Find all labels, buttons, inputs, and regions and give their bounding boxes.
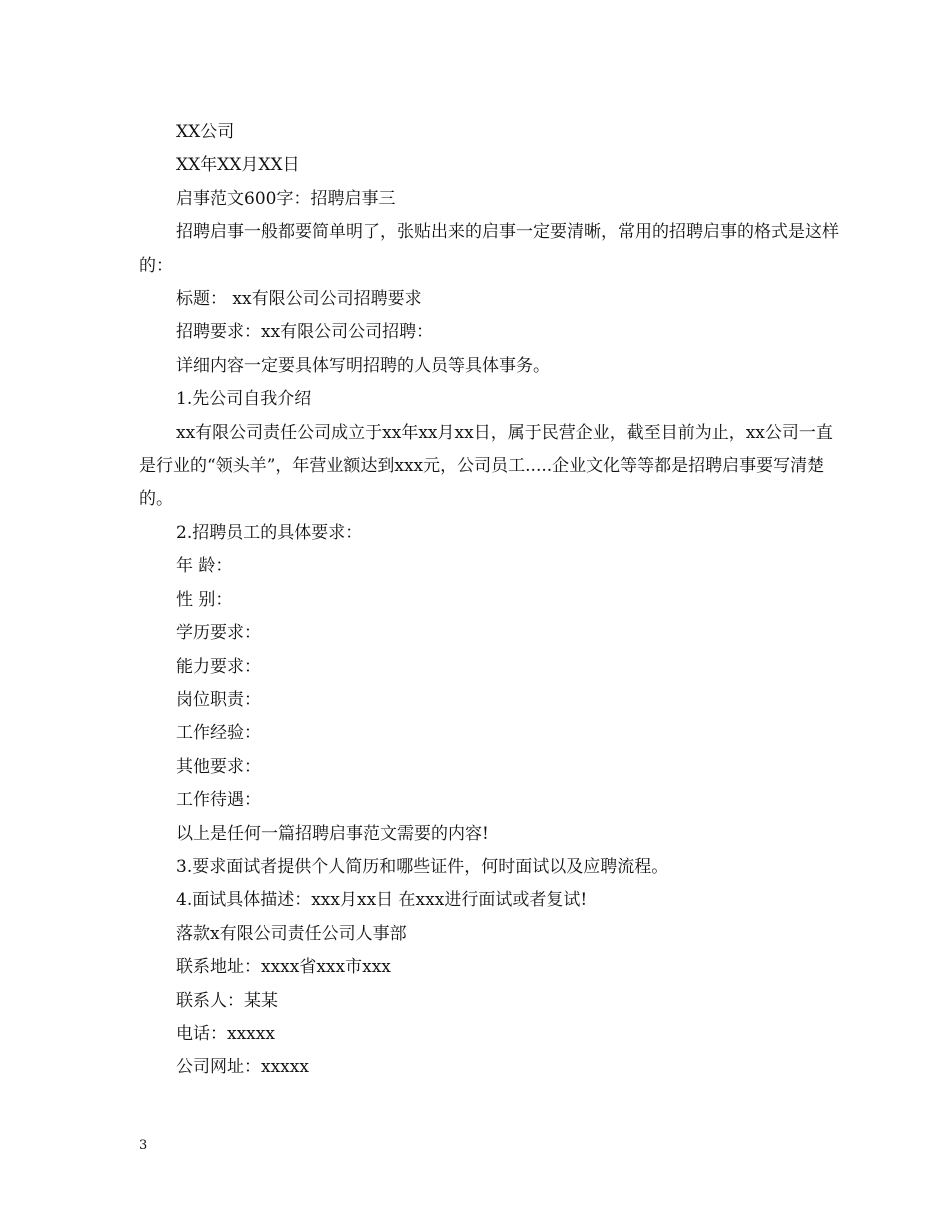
item-4-line: 4.面试具体描述：xxx月xx日 在xxx进行面试或者复试! — [176, 890, 588, 911]
summary-line: 以上是任何一篇招聘启事范文需要的内容! — [176, 823, 489, 844]
company-website: 公司网址：xxxxx — [176, 1057, 309, 1078]
company-intro-paragraph: xx有限公司责任公司成立于xx年xx月xx日，属于民营企业，截至目前为止，xx公司一直是行业的“领头羊”，年营业额达到xxx元，公司员工.....企业文化等等都是招聘启事要写清楚的。 — [139, 422, 833, 510]
signature-line: 落款x有限公司责任公司人事部 — [176, 923, 407, 944]
item-2-heading: 2.招聘员工的具体要求： — [176, 522, 363, 543]
field-duties: 岗位职责： — [176, 689, 261, 710]
field-benefits: 工作待遇： — [176, 790, 261, 811]
details-line: 详细内容一定要具体写明招聘的人员等具体事务。 — [176, 355, 550, 376]
item-3-line: 3.要求面试者提供个人简历和哪些证件，何时面试以及应聘流程。 — [176, 856, 669, 877]
date-line: XX年XX月XX日 — [176, 155, 300, 176]
field-gender: 性 别： — [176, 589, 233, 610]
company-line: XX公司 — [176, 122, 235, 142]
contact-phone: 电话：xxxxx — [176, 1023, 275, 1044]
requirements-line: 招聘要求：xx有限公司公司招聘： — [176, 322, 434, 343]
intro-paragraph: 招聘启事一般都要简单明了，张贴出来的启事一定要清晰，常用的招聘启事的格式是这样的： — [139, 222, 839, 276]
title-line: 标题： xx有限公司公司招聘要求 — [176, 289, 422, 310]
document-body — [139, 116, 839, 1085]
contact-person: 联系人：某某 — [176, 990, 278, 1011]
field-experience: 工作经验： — [176, 723, 261, 744]
page-number: 3 — [139, 1138, 148, 1153]
item-1-heading: 1.先公司自我介绍 — [176, 389, 312, 410]
contact-address: 联系地址：xxxx省xxx市xxx — [176, 957, 391, 978]
field-education: 学历要求： — [176, 623, 261, 644]
field-age: 年 龄： — [176, 556, 233, 577]
field-other: 其他要求： — [176, 756, 261, 777]
section-title: 启事范文600字：招聘启事三 — [176, 188, 396, 209]
field-ability: 能力要求： — [176, 656, 261, 677]
